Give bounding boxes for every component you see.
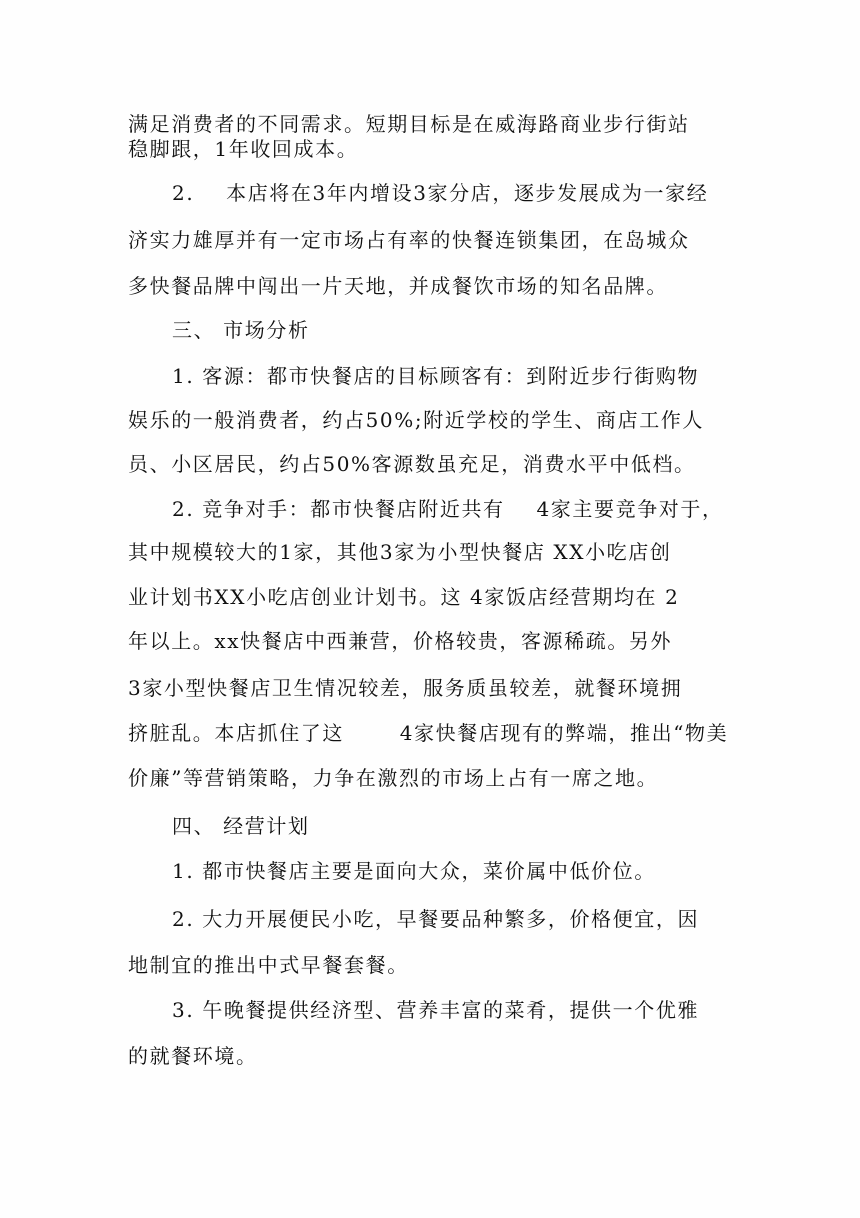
text-line-20: 地制宜的推出中式早餐套餐。: [128, 953, 409, 977]
text-line-8: 娱乐的一般消费者，约占50%;附近学校的学生、商店工作人: [128, 408, 704, 432]
text-line-2: 稳脚跟，1年收回成本。: [128, 137, 359, 161]
text-line-12: 业计划书XX小吃店创业计划书。这 4家饭店经营期均在 2: [128, 585, 680, 609]
numbered-item-customers: 1. 客源：都市快餐店的目标顾客有：到附近步行街购物: [172, 364, 700, 388]
text-line-9: 员、小区居民，约占50%客源数虽充足，消费水平中低档。: [128, 452, 696, 476]
numbered-item-plan-1: 1. 都市快餐店主要是面向大众，菜价属中低价位。: [172, 859, 656, 883]
text-line-13: 年以上。xx快餐店中西兼营，价格较贵，客源稀疏。另外: [128, 629, 673, 653]
text-line-11: 其中规模较大的1家，其他3家为小型快餐店 XX小吃店创: [128, 540, 672, 564]
text-line-16: 价廉”等营销策略，力争在激烈的市场上占有一席之地。: [128, 766, 659, 790]
numbered-item-competitors: 2. 竞争对手：都市快餐店附近共有 4家主要竞争对于，: [172, 497, 724, 521]
text-line-14: 3家小型快餐店卫生情况较差，服务质虽较差，就餐环境拥: [128, 676, 683, 700]
numbered-item-plan-2: 2. 大力开展便民小吃，早餐要品种繁多，价格便宜，因: [172, 907, 700, 931]
text-line-4: 济实力雄厚并有一定市场占有率的快餐连锁集团，在岛城众: [128, 228, 690, 252]
text-line-1: 满足消费者的不同需求。短期目标是在威海路商业步行街站: [128, 112, 690, 136]
text-line-22: 的就餐环境。: [128, 1044, 258, 1068]
numbered-item-2: 2. 本店将在3年内增设3家分店，逐步发展成为一家经: [172, 181, 709, 205]
text-line-5: 多快餐品牌中闯出一片天地，并成餐饮市场的知名品牌。: [128, 274, 668, 298]
section-heading-business-plan: 四、 经营计划: [172, 814, 310, 838]
numbered-item-plan-3: 3. 午晚餐提供经济型、营养丰富的菜肴，提供一个优雅: [172, 998, 700, 1022]
text-line-15: 挤脏乱。本店抓住了这 4家快餐店现有的弊端，推出“物美: [128, 721, 729, 745]
section-heading-market-analysis: 三、 市场分析: [172, 318, 310, 342]
